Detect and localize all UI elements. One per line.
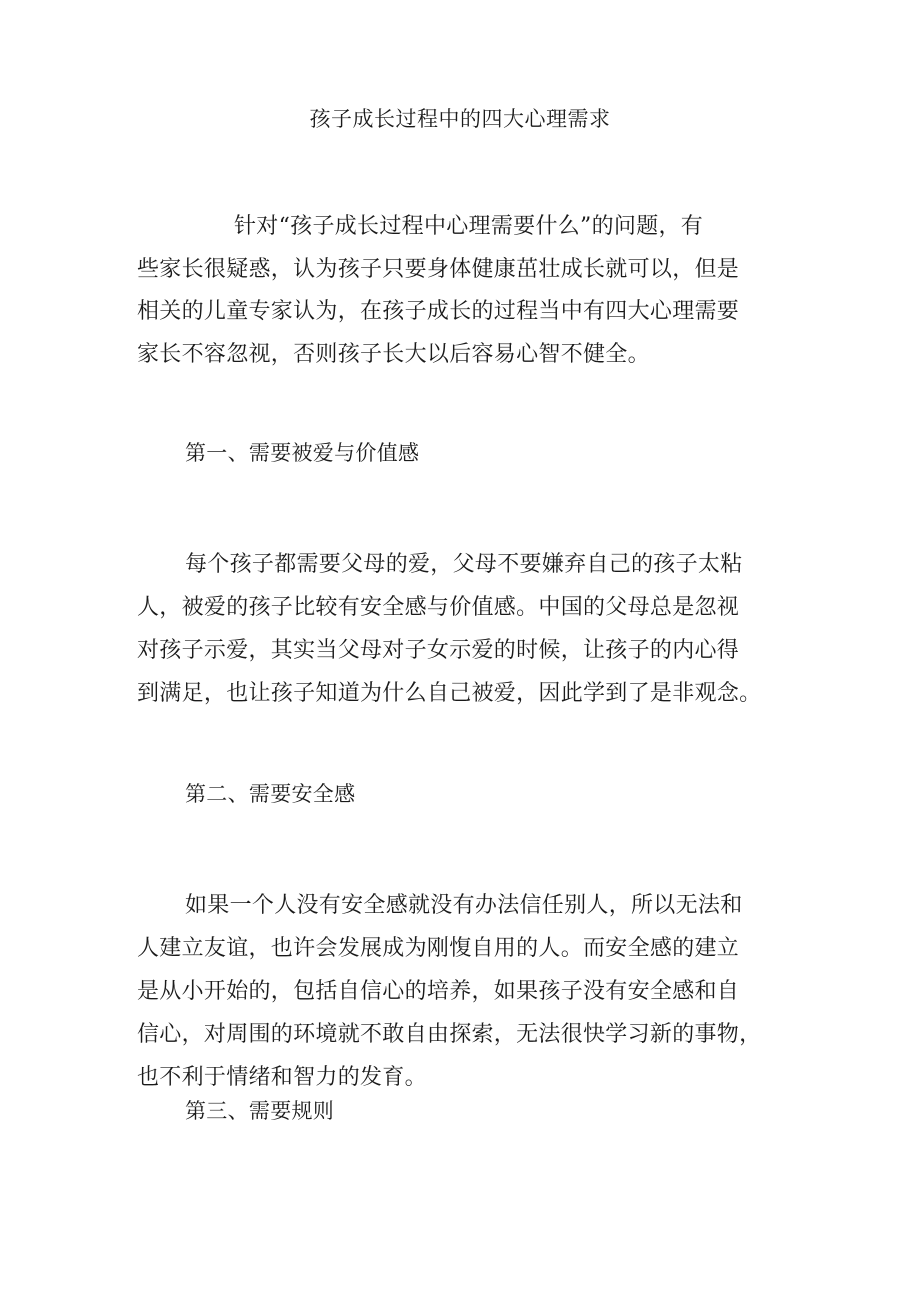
document-title: 孩子成长过程中的四大心理需求: [309, 107, 611, 131]
paragraph-line: 针对“孩子成长过程中心理需要什么”的问题，有: [234, 214, 704, 239]
paragraph-line: 也不利于情绪和智力的发育。: [137, 1065, 427, 1090]
paragraph-line: 如果一个人没有安全感就没有办法信任别人，所以无法和: [185, 893, 743, 918]
paragraph-line: 每个孩子都需要父母的爱，父母不要嫌弃自己的孩子太粘: [185, 552, 743, 577]
paragraph-line: 人，被爱的孩子比较有安全感与价值感。中国的父母总是忽视: [137, 595, 740, 620]
paragraph-line: 到满足，也让孩子知道为什么自己被爱，因此学到了是非观念。: [137, 681, 762, 706]
paragraph-line: 相关的儿童专家认为，在孩子成长的过程当中有四大心理需要: [137, 299, 740, 324]
paragraph-line: 些家长很疑惑，认为孩子只要身体健康茁壮成长就可以，但是: [137, 257, 740, 282]
paragraph-line: 家长不容忽视，否则孩子长大以后容易心智不健全。: [137, 342, 650, 367]
section-heading-3: 第三、需要规则: [185, 1099, 335, 1123]
paragraph-line: 是从小开始的，包括自信心的培养，如果孩子没有安全感和自: [137, 979, 740, 1004]
paragraph-line: 对孩子示爱，其实当父母对子女示爱的时候，让孩子的内心得: [137, 638, 740, 663]
paragraph-line: 信心，对周围的环境就不敢自由探索，无法很快学习新的事物，: [137, 1022, 762, 1047]
paragraph-line: 人建立友谊，也许会发展成为刚愎自用的人。而安全感的建立: [137, 936, 740, 961]
section-heading-2: 第二、需要安全感: [185, 782, 356, 806]
section-heading-1: 第一、需要被爱与价值感: [185, 441, 420, 465]
